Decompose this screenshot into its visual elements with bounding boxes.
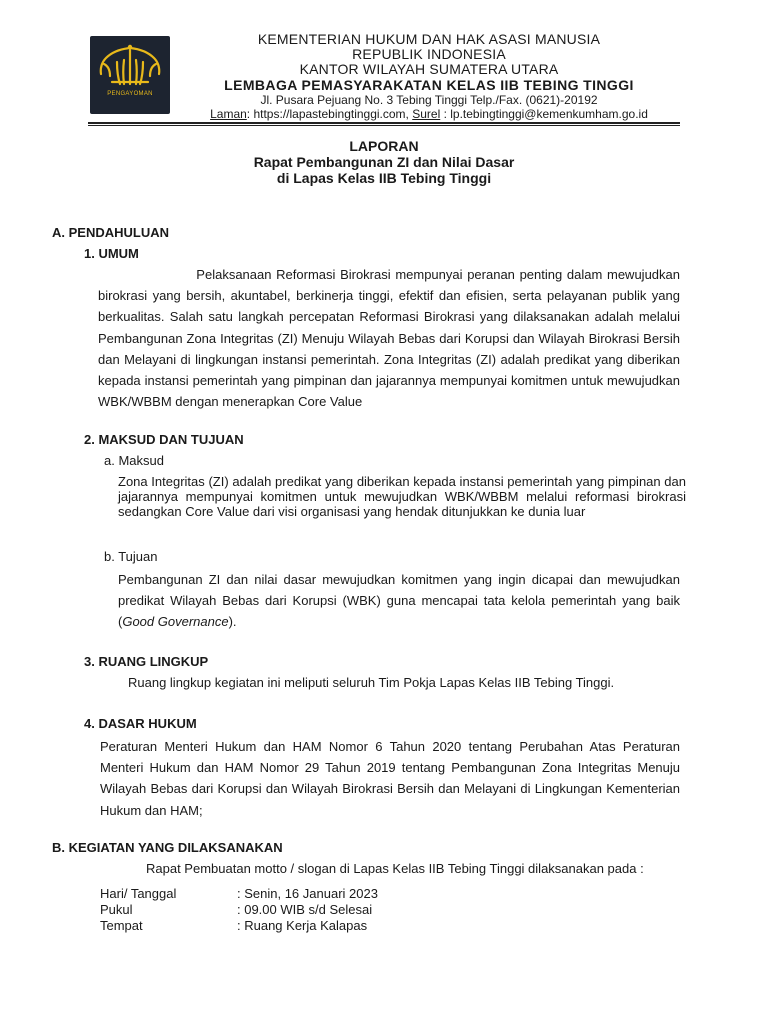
section-b-heading: B. KEGIATAN YANG DILAKSANAKAN: [52, 840, 283, 855]
letterhead: [190, 32, 668, 121]
website-link[interactable]: : https://lapastebingtinggi.com,: [246, 107, 413, 121]
letterhead-divider-thin: [88, 125, 680, 126]
ruang-lingkup-heading: 3. RUANG LINGKUP: [84, 654, 209, 669]
ruang-lingkup-paragraph: Ruang lingkup kegiatan ini meliputi seluruh Tim Pokja Lapas Kelas IIB Tebing Tinggi.: [128, 675, 615, 690]
maksud-tujuan-heading: 2. MAKSUD DAN TUJUAN: [84, 432, 244, 447]
section-b-intro: Rapat Pembuatan motto / slogan di Lapas Kelas IIB Tebing Tinggi dilaksanakan pada :: [146, 861, 644, 876]
institution-name: LEMBAGA PEMASYARAKATAN KELAS IIB TEBING TINGGI: [224, 77, 634, 93]
maksud-label: a. Maksud: [104, 453, 164, 468]
info-row-place: [100, 918, 367, 934]
dasar-hukum-heading: 4. DASAR HUKUM: [84, 716, 197, 731]
regional-office: KANTOR WILAYAH SUMATERA UTARA: [299, 61, 559, 77]
report-title: [0, 138, 768, 186]
logo-caption: PENGAYOMAN: [107, 91, 153, 97]
letterhead-divider-thick: [88, 122, 680, 124]
address-line: Jl. Pusara Pejuang No. 3 Tebing Tinggi Telp./Fax. (0621)-20192: [260, 93, 598, 107]
umum-heading: 1. UMUM: [84, 246, 139, 261]
laman-label: Laman: [210, 107, 247, 121]
pengayoman-tree-icon: [90, 36, 170, 114]
section-a-heading: A. PENDAHULUAN: [52, 225, 169, 240]
umum-paragraph: Pelaksanaan Reformasi Birokrasi mempunyai peranan penting dalam mewujudkan birokrasi yang bersih, akuntabel, berkinerja tinggi, efektif dan efisien, serta pelayanan publik yang berkualitas. Salah satu langkah percepatan Reformasi Birokrasi yang dilaksanakan adalah melalui Pembangunan Zona Integritas (ZI) Menuju Wilayah Bebas dari Korupsi dan Wilayah Birokrasi Bersih dan Melayani di lingkungan instansi pemerintah. Zona Integritas (ZI) adalah predikat yang diberikan kepada instansi pemerintah yang pimpinan dan jajarannya mempunyai komitmen untuk mewujudkan WBK/WBBM dengan menerapkan Core Value: [98, 267, 680, 410]
time-key: Pukul: [100, 902, 133, 917]
ministry-name: KEMENTERIAN HUKUM DAN HAK ASASI MANUSIA: [257, 31, 601, 47]
country-name: REPUBLIK INDONESIA: [352, 46, 506, 62]
email-link[interactable]: : lp.tebingtinggi@kemenkumham.go.id: [440, 107, 648, 121]
tujuan-label: b. Tujuan: [104, 549, 158, 564]
institution-logo: [90, 36, 170, 114]
place-value: : Ruang Kerja Kalapas: [237, 918, 368, 933]
surel-label: Surel: [412, 107, 441, 121]
maksud-paragraph: Zona Integritas (ZI) adalah predikat yang diberikan kepada instansi pemerintah yang pimpinan dan jajarannya mempunyai komitmen untuk mewujudkan WBK/WBBM melalui reformasi birokrasi sedangkan Core Value dari visi organisasi yang hendak ditunjukkan ke dunia luar: [118, 474, 686, 519]
time-value: : 09.00 WIB s/d Selesai: [237, 902, 373, 917]
title-line-1: LAPORAN: [349, 138, 419, 154]
tujuan-end: ).: [228, 614, 237, 630]
contact-line: [190, 107, 668, 121]
tujuan-italic: Good Governance: [122, 614, 229, 630]
info-row-time: [100, 902, 372, 918]
dasar-hukum-paragraph: Peraturan Menteri Hukum dan HAM Nomor 6 Tahun 2020 tentang Perubahan Atas Peraturan Menteri Hukum dan HAM Nomor 29 Tahun 2019 tentang Pembangunan Zona Integritas Menuju Wilayah Bebas dari Korupsi dan Wilayah Birokrasi Bersih dan Melayani di Lingkungan Kementerian Hukum dan HAM;: [100, 739, 680, 818]
title-line-3: di Lapas Kelas IIB Tebing Tinggi: [276, 170, 492, 186]
date-value: : Senin, 16 Januari 2023: [237, 886, 378, 901]
place-key: Tempat: [100, 918, 143, 933]
tujuan-paragraph: [118, 569, 680, 633]
date-key: Hari/ Tanggal: [100, 886, 177, 901]
title-line-2: Rapat Pembangunan ZI dan Nilai Dasar: [253, 154, 515, 170]
info-row-date: [100, 886, 378, 902]
tujuan-text: Pembangunan ZI dan nilai dasar mewujudkan komitmen yang ingin dicapai dan mewujudkan predikat Wilayah Bebas dari Korupsi (WBK) guna mencapai tata kelola pemerintah yang baik (: [118, 572, 680, 630]
